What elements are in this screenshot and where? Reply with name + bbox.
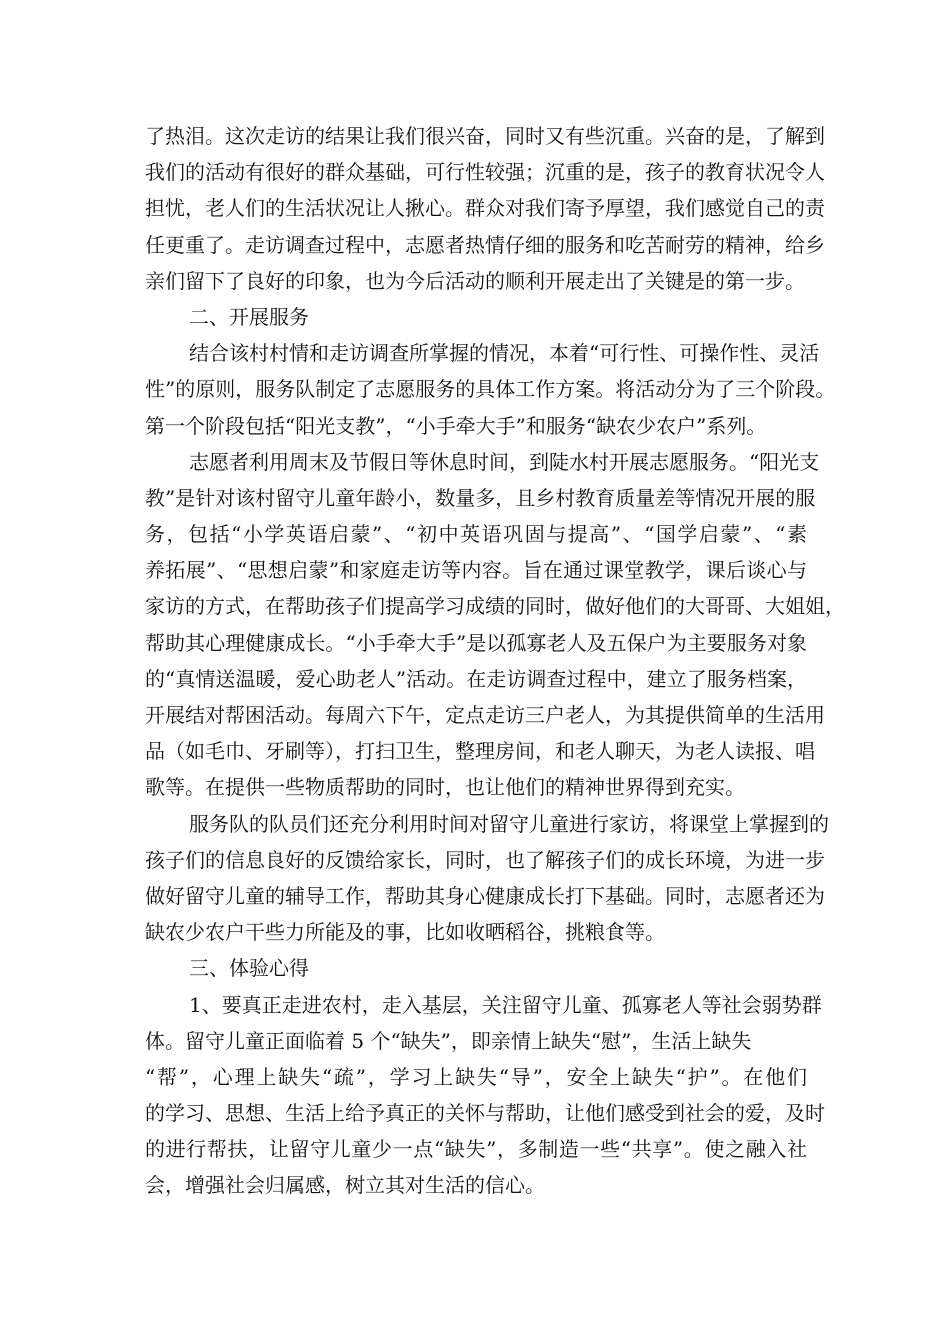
text-line: “帮”，心理上缺失“疏”，学习上缺失“导”，安全上缺失“护”。在他们 — [145, 1064, 807, 1089]
text-line: 养拓展”、“思想启蒙”和家庭走访等内容。旨在通过课堂教学，课后谈心与 — [145, 558, 807, 583]
text-line: 的学习、思想、生活上给予真正的关怀与帮助，让他们感受到社会的爱，及时 — [145, 1101, 825, 1126]
text-line: 服务队的队员们还充分利用时间对留守儿童进行家访，将课堂上掌握到的 — [189, 811, 829, 836]
text-line: 做好留守儿童的辅导工作，帮助其身心健康成长打下基础。同时，志愿者还为 — [145, 883, 825, 908]
text-line: 歌等。在提供一些物质帮助的同时，也让他们的精神世界得到充实。 — [145, 775, 745, 800]
text-line: 结合该村村情和走访调查所掌握的情况，本着“可行性、可操作性、灵活 — [189, 341, 820, 366]
text-line: 会，增强社会归属感，树立其对生活的信心。 — [145, 1173, 545, 1198]
text-line: 志愿者利用周末及节假日等休息时间，到陡水村开展志愿服务。“阳光支 — [189, 449, 820, 474]
text-line: 性”的原则，服务队制定了志愿服务的具体工作方案。将活动分为了三个阶段。 — [145, 377, 836, 402]
text-line: 亲们留下了良好的印象，也为今后活动的顺利开展走出了关键是的第一步。 — [145, 268, 805, 293]
text-line: 家访的方式，在帮助孩子们提高学习成绩的同时，做好他们的大哥哥、大姐姐， — [145, 594, 845, 619]
text-line: 担忧，老人们的生活状况让人揪心。群众对我们寄予厚望，我们感觉自己的责 — [145, 196, 825, 221]
section-heading: 三、体验心得 — [189, 956, 309, 981]
text-line: 缺农少农户干些力所能及的事，比如收晒稻谷，挑粮食等。 — [145, 920, 665, 945]
text-line: 务，包括“小学英语启蒙”、“初中英语巩固与提高”、“国学启蒙”、“素 — [145, 522, 807, 547]
text-line: 任更重了。走访调查过程中，志愿者热情仔细的服务和吃苦耐劳的精神，给乡 — [145, 232, 825, 257]
text-line: 开展结对帮困活动。每周六下午，定点走访三户老人，为其提供简单的生活用 — [145, 703, 825, 727]
text-line: 帮助其心理健康成长。“小手牵大手”是以孤寡老人及五保户为主要服务对象 — [145, 630, 807, 655]
text-line: 的进行帮扶，让留守儿童少一点“缺失”，多制造一些“共享”。使之融入社 — [145, 1137, 807, 1162]
text-line: 品（如毛巾、牙刷等），打扫卫生，整理房间，和老人聊天，为老人读报、唱 — [145, 739, 815, 764]
text-line: 的“真情送温暖，爱心助老人”活动。在走访调查过程中，建立了服务档案， — [145, 666, 807, 691]
text-line: 了热泪。这次走访的结果让我们很兴奋，同时又有些沉重。兴奋的是，了解到 — [145, 124, 825, 148]
text-line: 孩子们的信息良好的反馈给家长，同时，也了解孩子们的成长环境，为进一步 — [145, 847, 825, 872]
document-page — [145, 118, 845, 1204]
text-line: 体。留守儿童正面临着 5 个“缺失”，即亲情上缺失“慰”，生活上缺失 — [145, 1028, 752, 1053]
text-line: 1、要真正走进农村，走入基层，关注留守儿童、孤寡老人等社会弱势群 — [189, 992, 822, 1017]
text-line: 我们的活动有很好的群众基础，可行性较强；沉重的是，孩子的教育状况令人 — [145, 160, 825, 185]
text-line: 教”是针对该村留守儿童年龄小，数量多，且乡村教育质量差等情况开展的服 — [145, 485, 816, 510]
text-line: 第一个阶段包括“阳光支教”，“小手牵大手”和服务“缺农少农户”系列。 — [145, 413, 767, 438]
section-heading: 二、开展服务 — [189, 304, 309, 329]
